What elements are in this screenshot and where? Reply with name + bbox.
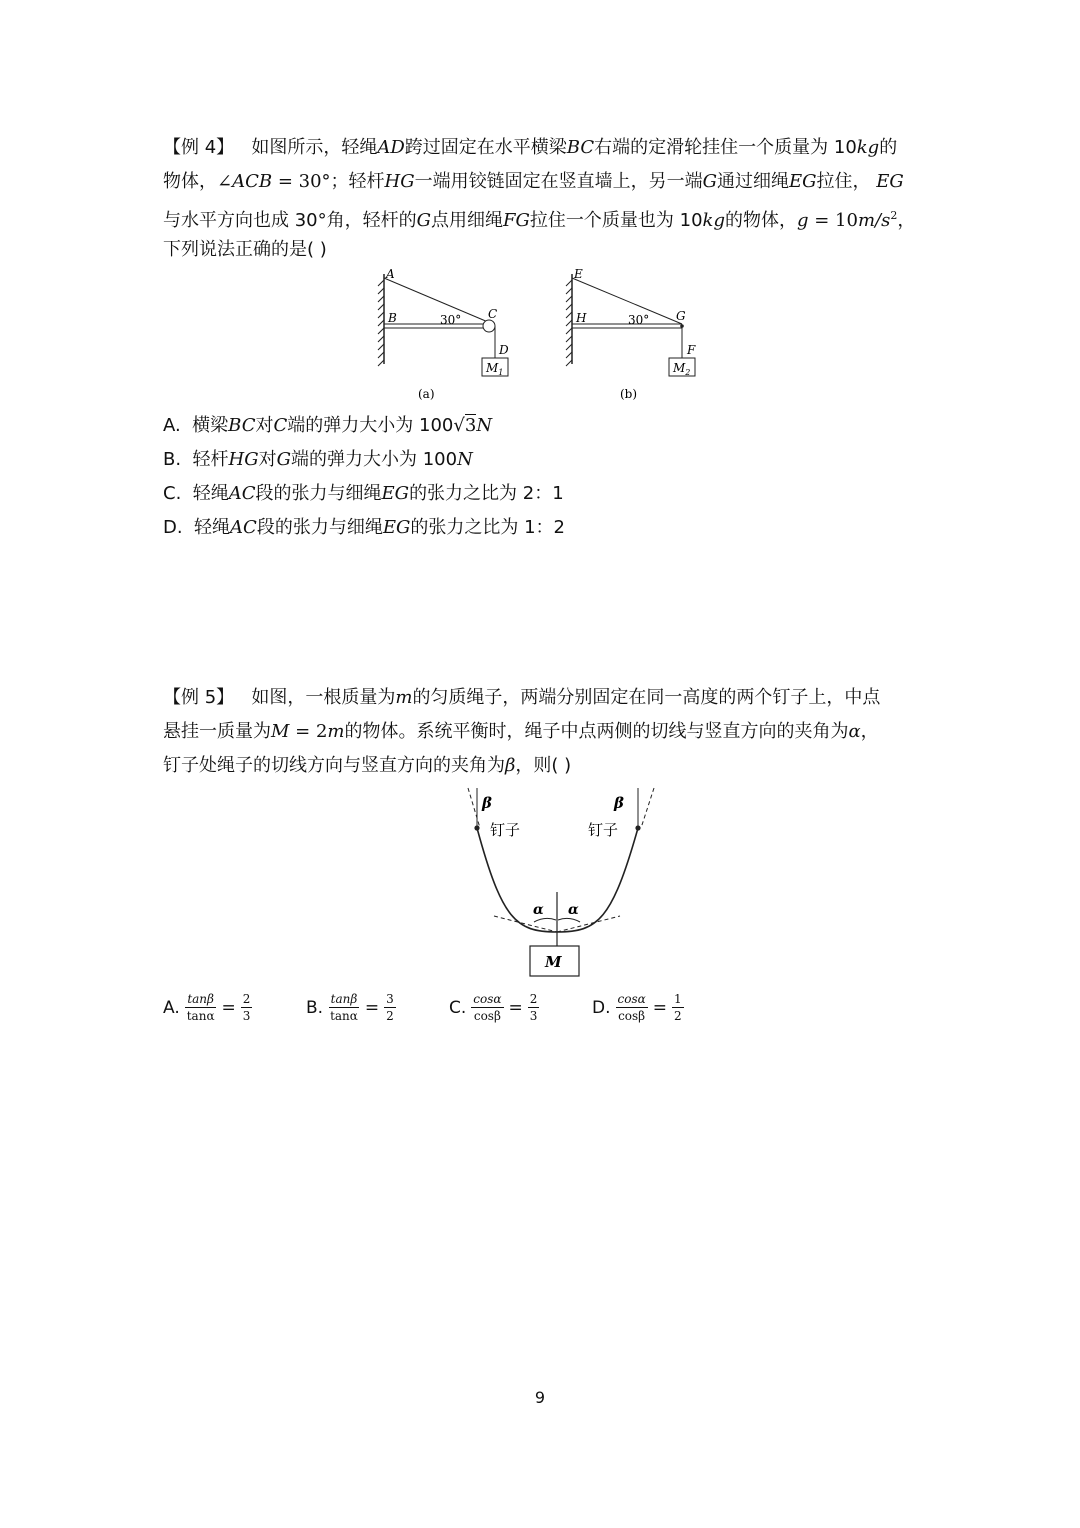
example4-label: 【例 4】 (163, 137, 235, 158)
example5-option-b: B. $\frac{\tan\beta}{\tan\alpha}$ = $\frac{3}{2}$ (306, 992, 394, 1023)
beta-right: β (614, 794, 624, 812)
alpha-right: α (568, 902, 579, 918)
mass-label: M (545, 953, 562, 971)
label-H: H (576, 311, 587, 325)
nail-left-label: 钉子 (490, 821, 521, 839)
figure-caption: (b) (620, 387, 638, 401)
example5-line-2: 悬挂一质量为M = 2m的物体。系统平衡时，绳子中点两侧的切线与竖直方向的夹角为α， (163, 721, 879, 742)
angle-label: 30° (628, 313, 650, 327)
angle-label: 30° (440, 313, 462, 327)
figure-a (374, 264, 514, 406)
example4-option-a: A. 横梁BC对C端的弹力大小为 100√3N (163, 415, 493, 436)
label-A: A (386, 267, 395, 281)
label-F: F (687, 343, 696, 357)
example5-option-c: C. $\frac{\cos\alpha}{\cos\beta}$ = $\frac{2}{3}$ (449, 992, 538, 1023)
figure-b (562, 264, 702, 406)
example4-option-b: B. 轻杆HG对G端的弹力大小为 100N (163, 449, 473, 470)
figure-caption: (a) (418, 387, 435, 401)
example4-line-4: 下列说法正确的是( ) (163, 239, 327, 260)
sqrt-sign: √ (453, 415, 465, 436)
example4-line-2: 物体，∠ACB = 30°；轻杆HG一端用铰链固定在竖直墙上，另一端G通过细绳EG拉住， EG (163, 171, 904, 192)
example4-line-1: 【例 4】 如图所示，轻绳AD跨过固定在水平横梁BC右端的定滑轮挂住一个质量为 10kg的 (163, 137, 898, 158)
label-D: D (499, 343, 509, 357)
label-G: G (676, 309, 686, 323)
mass-label: $M_2$ (673, 361, 691, 377)
example4-option-d: D. 轻绳AC段的张力与细绳EG的张力之比为 1：2 (163, 517, 565, 538)
page-number: 9 (534, 1388, 546, 1407)
label-E: E (574, 267, 583, 281)
example5-option-a: A. $\frac{\tan\beta}{\tan\alpha}$ = $\frac{2}{3}$ (163, 992, 251, 1023)
example5-line-3: 钉子处绳子的切线方向与竖直方向的夹角为β，则( ) (163, 755, 572, 776)
mass-label: $M_1$ (486, 361, 504, 377)
example5-label: 【例 5】 (163, 687, 235, 708)
example5-option-d: D. $\frac{\cos\alpha}{\cos\beta}$ = $\frac{1}{2}$ (592, 992, 682, 1023)
example4-line-3: 与水平方向也成 30°角，轻杆的G点用细绳FG拉住一个质量也为 10kg的物体，$g = 10m/s^2$， (163, 209, 916, 231)
rope-figure (440, 780, 670, 982)
alpha-left: α (533, 902, 544, 918)
example5-line-1: 【例 5】 如图，一根质量为m的匀质绳子，两端分别固定在同一高度的两个钉子上，中点 (163, 687, 881, 708)
nail-right-label: 钉子 (588, 821, 619, 839)
example4-option-c: C. 轻绳AC段的张力与细绳EG的张力之比为 2：1 (163, 483, 564, 504)
label-B: B (388, 311, 397, 325)
label-C: C (488, 307, 498, 321)
beta-left: β (482, 794, 492, 812)
